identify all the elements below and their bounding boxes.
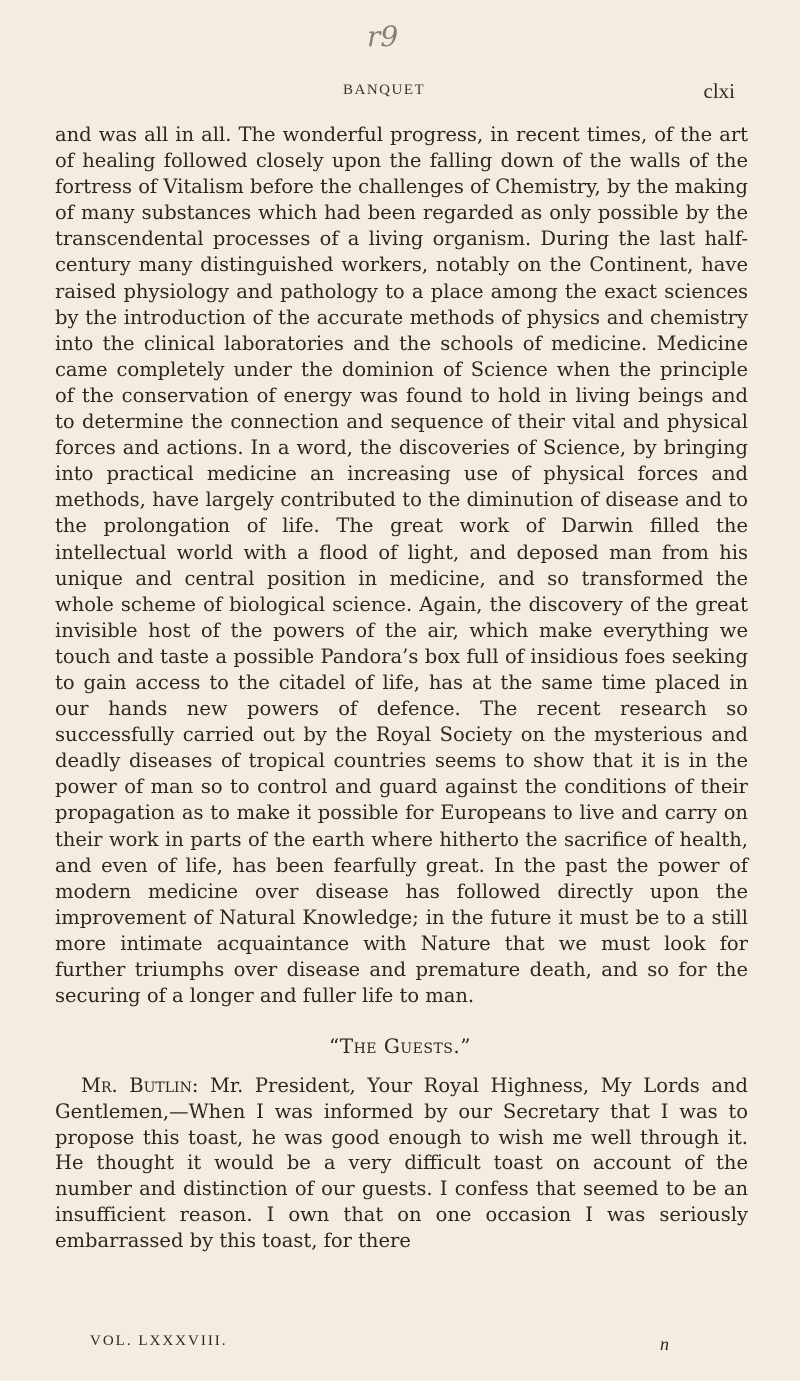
body-paragraph: and was all in all. The wonderful progress, in recent times, of the art of healing followed closely upon the falling down of the walls of the fortress of Vitalism before the challenges of Chemistry, by the making of many substances which had been regarded as only possible by the transcendental processes of a living organism. During the last half-century many distinguished workers, notably on the Continent, have raised physiology and pathology to a place among the exact sciences by the introduction of the accurate methods of physics and chemistry into the clinical laboratories and the schools of medicine. Medicine came completely under the dominion of Science when the principle of the conservation of energy was found to hold in living beings and to determine the connection and sequence of their vital and physical forces and actions. In a word, the discoveries of Science, by bringing into practical medicine an increasing use of physical forces and methods, have largely contributed to the diminution of disease and to the prolongation of life. The great work of Darwin filled the intellectual world with a flood of light, and deposed man from his unique and central position in medicine, and so transformed the whole scheme of biological science. Again, the discovery of the great invisible host of the powers of the air, which make everything we touch and taste a possible Pandora’s box full of insidious foes seeking to gain access to the citadel of life, has at the same time placed in our hands new powers of defence. The recent research so successfully carried out by the Royal Society on the mysterious and deadly diseases of tropical countries seems to show that it is in the power of man so to control and guard against the conditions of their propagation as to make it possible for Europeans to live and carry on their work in parts of the earth where hitherto the sacrifice of health, and even of life, has been fearfully great. In the past the power of modern medicine over disease has followed directly upon the improvement of Natural Knowledge; in the future it must be to a still more intimate acquaintance with Nature that we must look for further triumphs over disease and premature death, and so for the securing of a longer and fuller life to man. [55, 123, 748, 1008]
running-head [0, 79, 800, 106]
volume-signature: VOL. LXXXVIII. [90, 1333, 228, 1349]
section-heading-text: “The Guests.” [329, 1034, 471, 1058]
speech-paragraph [55, 1073, 748, 1254]
speech-text: : Mr. President, Your Royal Highness, My Lords and Gentlemen,—When I was informed by our Secretary that I was to propose this toast, he was good enough to wish me well through it. He thought it would be a very difficult toast on account of the number and distinction of our guests. I confess that seemed to be an insufficient reason. I own that on one occasion I was seriously embarrassed by this toast, for there [55, 1074, 748, 1252]
body-text [55, 122, 748, 1009]
running-title: BANQUET [343, 82, 426, 98]
section-heading [0, 1034, 800, 1058]
page-number: clxi [703, 79, 735, 103]
pencil-annotation-text: r9 [367, 20, 399, 53]
sheet-letter: n [660, 1334, 669, 1354]
speaker-name: Mr. Butlin [81, 1074, 192, 1097]
pencil-annotation [363, 18, 403, 58]
